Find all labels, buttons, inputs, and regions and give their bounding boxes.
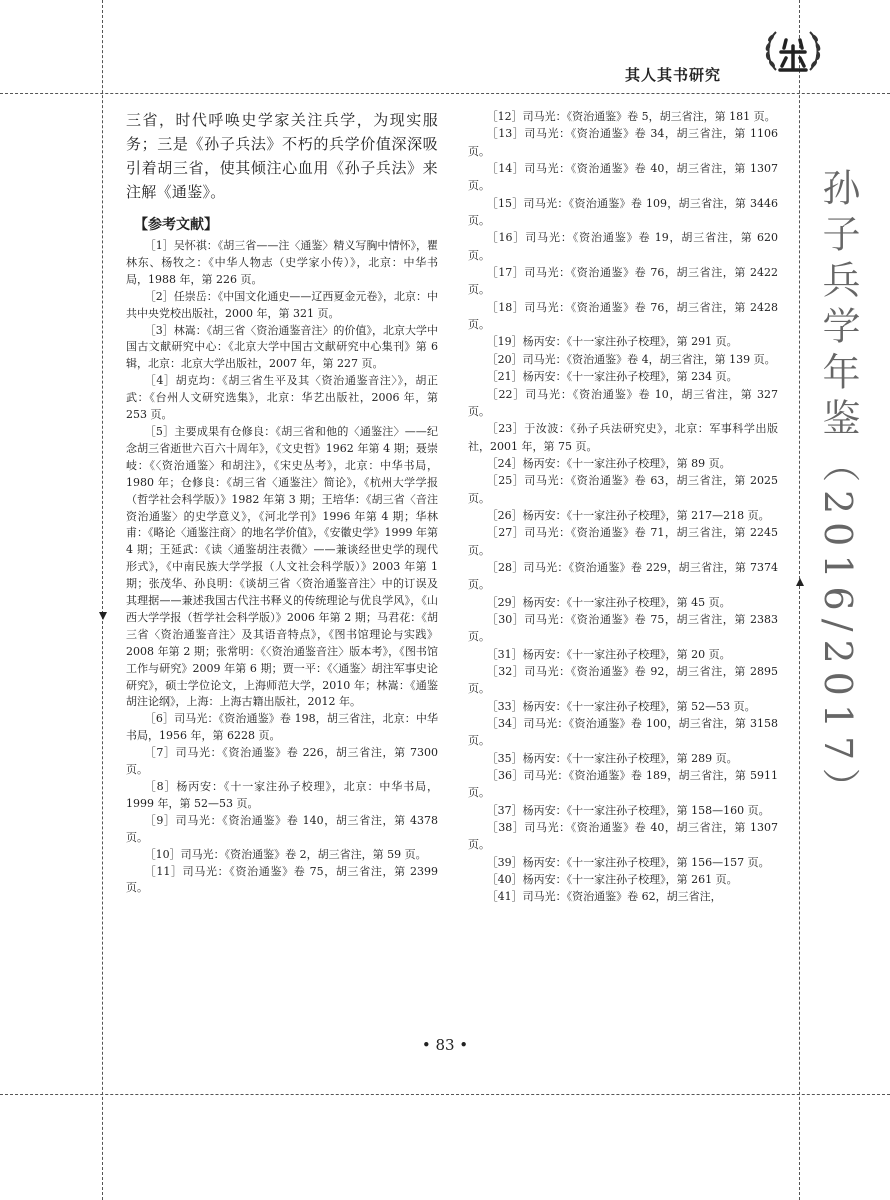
reference-item: ［3］林嵩：《胡三省〈资治通鉴音注〉的价值》，北京大学中国古文献研究中心：《北京大学中国古文献研究中心集刊》第 6 辑，北京：北京大学出版社，2007 年，第 227 页。 xyxy=(126,323,438,371)
header-rule xyxy=(0,93,890,94)
reference-item: ［13］司马光：《资治通鉴》卷 34，胡三省注，第 1106 页。 xyxy=(468,127,778,158)
reference-item: ［30］司马光：《资治通鉴》卷 75，胡三省注，第 2383 页。 xyxy=(468,612,778,644)
references-list-right xyxy=(468,108,778,906)
intro-paragraph: 三省，时代呼唤史学家关注兵学，为现实服务；三是《孙子兵法》不朽的兵学价值深深吸引着胡三省，使其倾注心血用《孙子兵法》来注解《通鉴》。 xyxy=(126,111,438,201)
reference-item: ［6］司马光：《资治通鉴》卷 198，胡三省注，北京：中华书局，1956 年，第 6228 页。 xyxy=(126,712,438,743)
reference-item: ［5］主要成果有仓修良：《胡三省和他的〈通鉴注〉——纪念胡三省逝世六百六十周年》，《文史哲》1962 年第 4 期；聂崇岐：《〈资治通鉴〉和胡注》，《宋史丛考》，北京：中华书局，1980 年；仓修良：《胡三省〈通鉴注〉简论》，《杭州大学学报（哲学社会科学版）》1982 年第 3 期；王培华：《胡三省〈音注资治通鉴〉的史学意义》，《河北学刊》1996 年第 4 期；华林甫：《略论〈通鉴注商〉的地名学价值》，《安徽史学》1999 年第 4 期；王延武：《读〈通鉴胡注表微〉——兼谈经世史学的现代形式》，《中南民族大学学报（人文社会科学版）》2003 年第 1 期；张茂华、孙良明：《谈胡三省〈资治通鉴音注〉中的订误及其理据——兼述我国古代注书释义的传统理论与优良学风》，《山西大学学报（哲学社会科学版）》2006 年第 2 期；马君花：《胡三省〈资治通鉴音注〉及其语音特点》，《图书馆理论与实践》2008 年第 2 期；张常明：《〈资治通鉴音注〉版本考》，《图书馆工作与研究》2009 年第 6 期；贾一平：《〈通鉴〉胡注军事史论研究》，硕士学位论文，上海师范大学，2010 年；林嵩：《通鉴胡注论纲》，上海：上海古籍出版社，2012 年。 xyxy=(126,424,438,709)
reference-item: ［2］任崇岳：《中国文化通史——辽西夏金元卷》，北京：中共中央党校出版社，2000 年，第 321 页。 xyxy=(126,289,438,320)
reference-item: ［24］杨丙安：《十一家注孙子校理》，第 89 页。 xyxy=(486,456,731,470)
reference-item: ［20］司马光：《资治通鉴》卷 4，胡三省注，第 139 页。 xyxy=(486,352,776,366)
reference-item: ［21］杨丙安：《十一家注孙子校理》，第 234 页。 xyxy=(486,370,738,384)
reference-item: ［37］杨丙安：《十一家注孙子校理》，第 158—160 页。 xyxy=(486,803,770,817)
reference-item: ［8］杨丙安：《十一家注孙子校理》，北京：中华书局，1999 年，第 52—53 页。 xyxy=(126,780,438,810)
reference-item: ［14］司马光：《资治通鉴》卷 40，胡三省注，第 1307 页。 xyxy=(468,162,778,193)
reference-item: ［39］杨丙安：《十一家注孙子校理》，第 156—157 页。 xyxy=(486,855,770,869)
left-margin-guide xyxy=(102,0,103,1200)
reference-item: ［17］司马光：《资治通鉴》卷 76，胡三省注，第 2422 页。 xyxy=(468,266,778,297)
right-column xyxy=(468,108,778,906)
down-marker-icon xyxy=(99,612,107,620)
reference-item: ［25］司马光：《资治通鉴》卷 63，胡三省注，第 2025 页。 xyxy=(468,474,778,505)
reference-item: ［23］于汝波：《孙子兵法研究史》，北京：军事科学出版社，2001 年，第 75 页。 xyxy=(468,422,778,453)
reference-item: ［15］司马光：《资治通鉴》卷 109，胡三省注，第 3446 页。 xyxy=(468,196,778,228)
reference-item: ［28］司马光：《资治通鉴》卷 229，胡三省注，第 7374 页。 xyxy=(468,560,778,592)
reference-item: ［29］杨丙安：《十一家注孙子校理》，第 45 页。 xyxy=(486,595,731,609)
reference-item: ［33］杨丙安：《十一家注孙子校理》，第 52—53 页。 xyxy=(486,699,756,713)
reference-item: ［36］司马光：《资治通鉴》卷 189，胡三省注，第 5911 页。 xyxy=(468,769,778,800)
section-label: 其人其书研究 xyxy=(625,66,722,84)
reference-item: ［19］杨丙安：《十一家注孙子校理》，第 291 页。 xyxy=(486,335,738,349)
reference-item: ［26］杨丙安：《十一家注孙子校理》，第 217—218 页。 xyxy=(486,508,770,522)
reference-item: ［10］司马光：《资治通鉴》卷 2，胡三省注，第 59 页。 xyxy=(144,847,427,861)
reference-item: ［11］司马光：《资治通鉴》卷 75，胡三省注，第 2399 页。 xyxy=(126,864,438,895)
reference-item: ［40］杨丙安：《十一家注孙子校理》，第 261 页。 xyxy=(486,873,738,887)
reference-item: ［18］司马光：《资治通鉴》卷 76，胡三省注，第 2428 页。 xyxy=(468,300,778,332)
reference-item: ［4］胡克均：《胡三省生平及其〈资治通鉴音注〉》，胡正武：《台州人文研究选集》，北京：华艺出版社，2006 年，第 253 页。 xyxy=(126,374,438,422)
left-column xyxy=(126,108,438,897)
references-heading: 【参考文献】 xyxy=(134,217,218,233)
right-margin-guide xyxy=(799,0,800,1200)
reference-item: ［41］司马光：《资治通鉴》卷 62，胡三省注， xyxy=(486,890,722,904)
page-number: • 83 • xyxy=(421,1036,469,1054)
reference-item: ［22］司马光：《资治通鉴》卷 10，胡三省注，第 327 页。 xyxy=(468,387,778,418)
reference-item: ［31］杨丙安：《十一家注孙子校理》，第 20 页。 xyxy=(486,647,731,661)
reference-item: ［34］司马光：《资治通鉴》卷 100，胡三省注，第 3158 页。 xyxy=(468,717,778,748)
reference-item: ［32］司马光：《资治通鉴》卷 92，胡三省注，第 2895 页。 xyxy=(468,665,778,696)
reference-item: ［7］司马光：《资治通鉴》卷 226，胡三省注，第 7300 页。 xyxy=(126,746,438,777)
references-list-left xyxy=(126,238,438,897)
journal-title-vertical: 孙子兵学年鉴（2016/2017） xyxy=(816,168,860,815)
up-marker-icon xyxy=(796,578,804,586)
reference-item: ［12］司马光：《资治通鉴》卷 5，胡三省注，第 181 页。 xyxy=(486,110,776,123)
reference-item: ［38］司马光：《资治通鉴》卷 40，胡三省注，第 1307 页。 xyxy=(468,821,778,852)
reference-item: ［9］司马光：《资治通鉴》卷 140，胡三省注，第 4378 页。 xyxy=(126,813,438,844)
reference-item: ［16］司马光：《资治通鉴》卷 19，胡三省注，第 620 页。 xyxy=(468,231,778,262)
laurel-emblem-icon xyxy=(762,20,824,82)
reference-item: ［1］吴怀祺：《胡三省——注〈通鉴〉精义写胸中情怀》，瞿林东、杨牧之：《中华人物志（史学家小传）》，北京：中华书局，1988 年，第 226 页。 xyxy=(126,239,438,286)
reference-item: ［35］杨丙安：《十一家注孙子校理》，第 289 页。 xyxy=(486,751,738,765)
footer-rule xyxy=(0,1094,890,1095)
reference-item: ［27］司马光：《资治通鉴》卷 71，胡三省注，第 2245 页。 xyxy=(468,526,778,557)
